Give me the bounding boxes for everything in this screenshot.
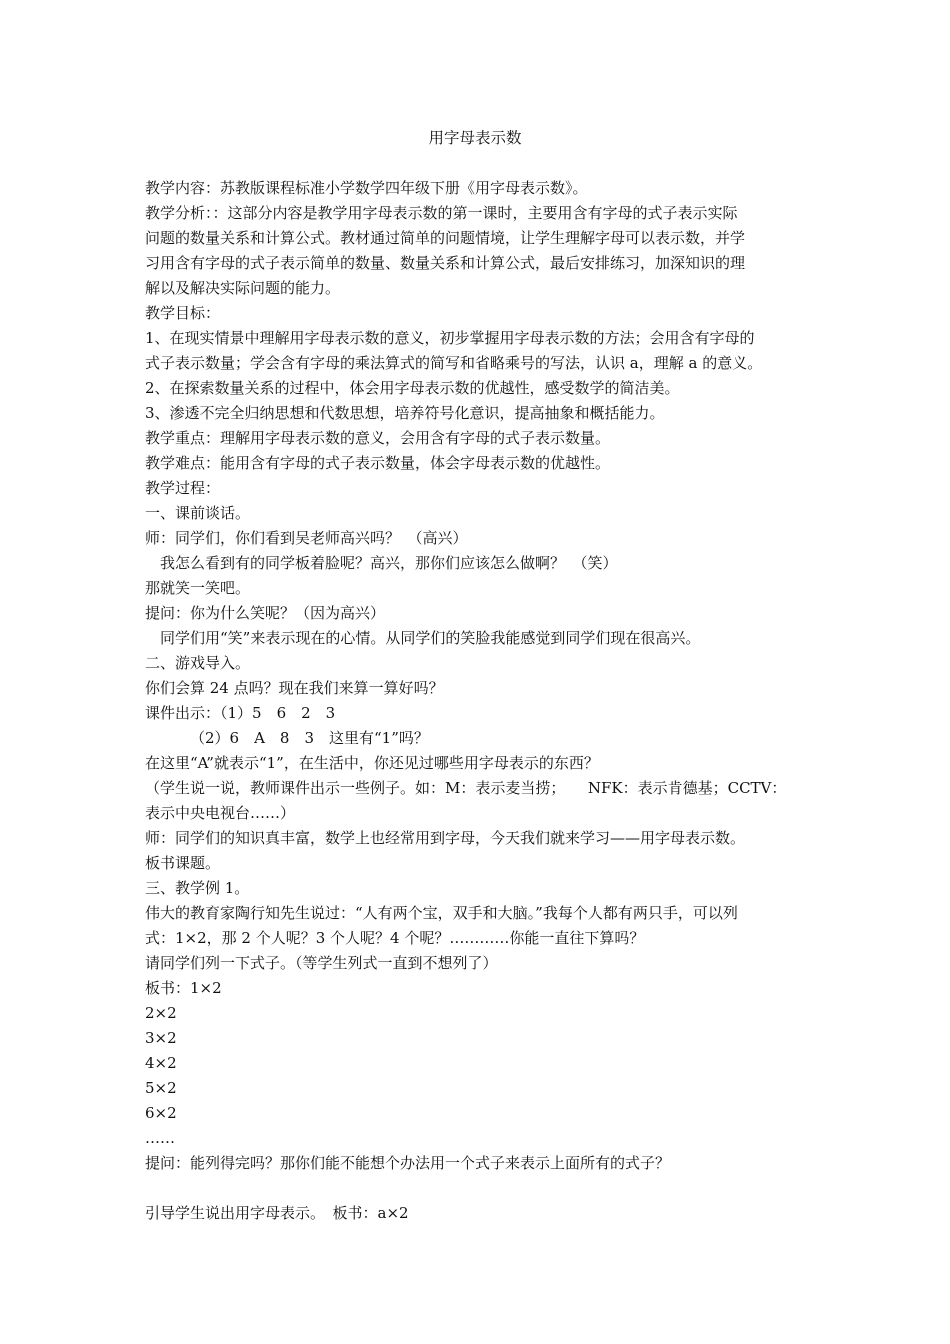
paragraph-line: 教学分析：：这部分内容是教学用字母表示数的第一课时，主要用含有字母的式子表示实际 [145,204,738,222]
paragraph-line: 1、在现实情景中理解用字母表示数的意义，初步掌握用字母表示数的方法；会用含有字母的 [145,329,755,347]
formula-line: 5×2 [145,1079,177,1097]
paragraph-line: 3、渗透不完全归纳思想和代数思想，培养符号化意识，提高抽象和概括能力。 [145,404,665,422]
paragraph-line: 提问：你为什么笑呢？（因为高兴） [145,604,386,622]
paragraph-line: 板书：1×2 [145,979,222,997]
paragraph-line: 板书课题。 [145,854,221,872]
paragraph-line: 请同学们列一下式子。（等学生列式一直到不想列了） [145,954,498,972]
paragraph-line: 式子表示数量；学会含有字母的乘法算式的简写和省略乘号的写法，认识 a，理解 a 的意义。 [145,354,763,372]
section-heading: 一、课前谈话。 [145,504,251,522]
paragraph-line: 式：1×2，那 2 个人呢？3 个人呢？4 个呢？…………你能一直往下算吗？ [145,929,645,947]
section-heading: 教学过程： [145,479,221,497]
formula-line: …… [145,1129,175,1147]
paragraph-line: 习用含有字母的式子表示简单的数量、数量关系和计算公式，最后安排练习，加深知识的理 [145,254,746,272]
paragraph-line: 同学们用“笑”来表示现在的心情。从同学们的笑脸我能感觉到同学们现在很高兴。 [160,629,701,647]
paragraph-line: 师：同学们的知识真丰富，数学上也经常用到字母，今天我们就来学习——用字母表示数。 [145,829,746,847]
paragraph-line: 问题的数量关系和计算公式。教材通过简单的问题情境，让学生理解字母可以表示数，并学 [145,229,746,247]
paragraph-line: 我怎么看到有的同学板着脸呢？高兴，那你们应该怎么做啊？ （笑） [160,554,618,572]
formula-line: 3×2 [145,1029,177,1047]
paragraph-line: 引导学生说出用字母表示。 板书：a×2 [145,1204,409,1222]
document-body [145,176,810,1226]
paragraph-line: 在这里“A”就表示“1”，在生活中，你还见过哪些用字母表示的东西？ [145,754,599,772]
section-heading: 三、教学例 1。 [145,879,250,897]
section-heading: 教学目标： [145,304,221,322]
paragraph-line: 那就笑一笑吧。 [145,579,251,597]
formula-line: 4×2 [145,1054,177,1072]
formula-line: 6×2 [145,1104,177,1122]
section-heading: 二、游戏导入。 [145,654,251,672]
paragraph-line: 你们会算 24 点吗？现在我们来算一算好吗？ [145,679,444,697]
paragraph-line: 表示中央电视台……） [145,804,296,822]
blank-line [145,1176,810,1201]
paragraph-line: 教学难点：能用含有字母的式子表示数量，体会字母表示数的优越性。 [145,454,611,472]
document-title: 用字母表示数 [428,129,522,147]
paragraph-line: 教学重点：理解用字母表示数的意义，会用含有字母的式子表示数量。 [145,429,611,447]
paragraph-line: 教学内容：苏教版课程标准小学数学四年级下册《用字母表示数》。 [145,179,588,197]
paragraph-line: 解以及解决实际问题的能力。 [145,279,341,297]
paragraph-line: 2、在探索数量关系的过程中，体会用字母表示数的优越性，感受数学的简洁美。 [145,379,680,397]
paragraph-line: 提问：能列得完吗？那你们能不能想个办法用一个式子来表示上面所有的式子？ [145,1154,671,1172]
paragraph-line: 伟大的教育家陶行知先生说过：“人有两个宝，双手和大脑。”我每个人都有两只手，可以列 [145,904,738,922]
paragraph-line: 师：同学们，你们看到吴老师高兴吗？ （高兴） [145,529,468,547]
paragraph-line: （2）6 A 8 3 这里有“1”吗？ [190,729,429,747]
formula-line: 2×2 [145,1004,177,1022]
paragraph-line: 课件出示：（1）5 6 2 3 [145,704,336,722]
paragraph-line: （学生说一说，教师课件出示一些例子。如：M：表示麦当捞； NFK：表示肯德基；CCTV： [145,779,787,797]
